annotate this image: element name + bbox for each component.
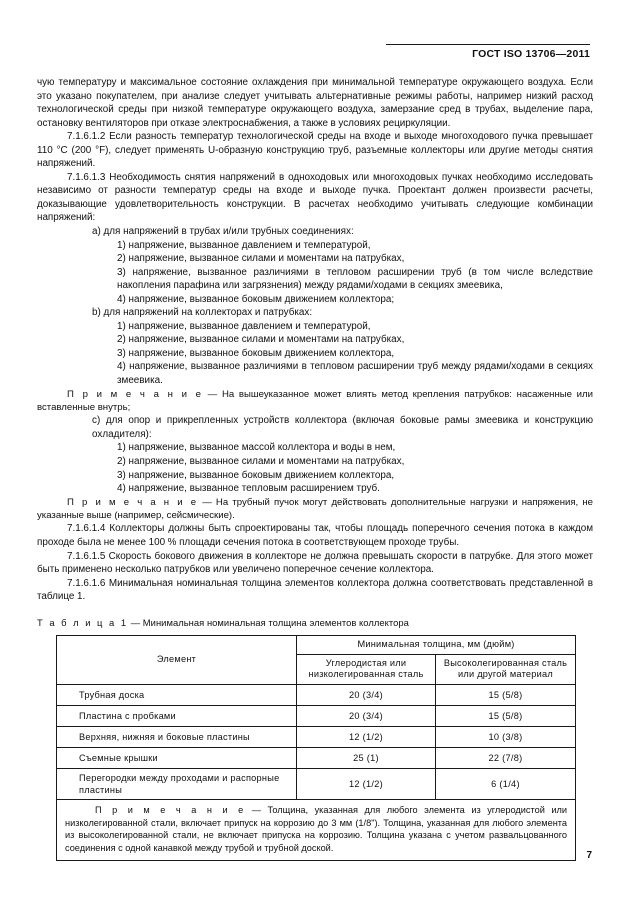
list-item-b-4: 4) напряжение, вызванное различиями в тепловом расширении труб между рядами/ходами в секциях змеевика. bbox=[117, 361, 593, 387]
th-group-thickness: Минимальная толщина, мм (дюйм) bbox=[297, 635, 576, 654]
cell-alloy: 10 (3/8) bbox=[436, 727, 576, 748]
clause-7-1-6-1-3: 7.1.6.1.3 Необходимость снятия напряжений в одноходовых или многоходовых пучках необходимо исследовать независимо от разности температур среды на входе и выходе пучка. Проектант должен произвести расчеты, доказывающие удовлетворительность конструкции. В расчетах необходимо учитывать следующие комбинации напряжений: bbox=[37, 171, 593, 224]
cell-alloy: 15 (5/8) bbox=[436, 706, 576, 727]
page-body bbox=[37, 76, 593, 861]
cell-alloy: 6 (1/4) bbox=[436, 769, 576, 800]
clause-7-1-6-1-5: 7.1.6.1.5 Скорость бокового движения в коллекторе не должна превышать скорости в патрубке. Для этого может быть применено несколько патрубков или увеличено поперечное сечение коллектора. bbox=[37, 550, 593, 576]
list-item-a-3: 3) напряжение, вызванное различиями в тепловом расширении труб (в том числе вследствие накопления парафина или загрязнения) между рядами/ходами в секциях змеевика, bbox=[117, 266, 593, 292]
note-2-text: — На трубный пучок могут действовать дополнительные нагрузки и напряжения, не указанные выше (например, сейсмические). bbox=[37, 496, 593, 522]
cell-carbon: 12 (1/2) bbox=[297, 769, 436, 800]
table-row bbox=[57, 727, 576, 748]
table-caption-label: Т а б л и ц а 1 bbox=[37, 616, 129, 628]
th-element: Элемент bbox=[57, 635, 297, 684]
table-footnote-row bbox=[57, 800, 576, 860]
note-2 bbox=[37, 496, 593, 523]
list-item-c: c) для опор и прикрепленных устройств коллектора (включая боковые рамы змеевика и конструкцию охладителя): bbox=[92, 415, 593, 440]
th-carbon-steel: Углеродистая или низколегированная сталь bbox=[297, 654, 436, 685]
table-head bbox=[57, 635, 576, 684]
list-item-b-1: 1) напряжение, вызванное давлением и температурой, bbox=[117, 320, 371, 332]
list-item-c-4: 4) напряжение, вызванное тепловым расширением труб. bbox=[117, 483, 380, 495]
clause-7-1-6-1-6: 7.1.6.1.6 Минимальная номинальная толщина элементов коллектора должна соответствовать представленной в таблице 1. bbox=[37, 577, 593, 603]
cell-alloy: 22 (7/8) bbox=[436, 748, 576, 769]
list-item-a: a) для напряжений в трубах и/или трубных соединениях: bbox=[92, 226, 354, 238]
table-footnote-label: П р и м е ч а н и е bbox=[95, 805, 246, 816]
note-2-label: П р и м е ч а н и е bbox=[67, 496, 199, 508]
cell-element: Верхняя, нижняя и боковые пластины bbox=[57, 727, 297, 748]
table-row bbox=[57, 706, 576, 727]
header-rule bbox=[386, 44, 590, 45]
cell-carbon: 25 (1) bbox=[297, 748, 436, 769]
list-item-b-2: 2) напряжение, вызванное силами и моментами на патрубках, bbox=[117, 334, 405, 346]
cell-element: Пластина с пробками bbox=[57, 706, 297, 727]
standard-designation: ГОСТ ISO 13706—2011 bbox=[472, 48, 590, 60]
cell-carbon: 20 (3/4) bbox=[297, 706, 436, 727]
running-header bbox=[386, 44, 590, 61]
table-footnote-text: — Толщина, указанная для любого элемента из углеродистой или низколегированной стали, включает припуск на коррозию до 3 мм (1/8"). Толщина, указанная для любого элемента из высоколегированной стали, не включает припуска на коррозию. Толщина указана с учетом развальцованного соединения с одной канавкой между трубой и трубной доской. bbox=[65, 805, 568, 853]
table-footnote bbox=[57, 800, 576, 860]
list-item-c-1: 1) напряжение, вызванное массой коллектора и воды в нем, bbox=[117, 442, 396, 454]
cell-alloy: 15 (5/8) bbox=[436, 685, 576, 706]
minimum-thickness-table bbox=[56, 635, 576, 861]
cell-element: Трубная доска bbox=[57, 685, 297, 706]
table-row bbox=[57, 748, 576, 769]
clause-7-1-6-1-2: 7.1.6.1.2 Если разность температур технологической среды на входе и выходе многоходового пучка превышает 110 °C (200 °F), следует применять U-образную конструкцию труб, разъемные коллекторы или другие методы снятия напряжений. bbox=[37, 131, 593, 170]
list-item-a-4: 4) напряжение, вызванное боковым движением коллектора; bbox=[117, 293, 395, 305]
cell-carbon: 20 (3/4) bbox=[297, 685, 436, 706]
table-row bbox=[57, 685, 576, 706]
paragraph-continuation: чую температуру и максимальное состояние охлаждения при минимальной температуре окружающего воздуха. Если это указано покупателем, при анализе следует учитывать альтернативные режимы работы, например низкий расход технологической среды при низкой температуре окружающего воздуха, замерзание сред в трубах, выделение пара, остановку вентиляторов при отказе электроснабжения, а также в условиях рециркуляции. bbox=[37, 77, 593, 129]
table-caption bbox=[37, 616, 593, 629]
list-item-a-1: 1) напряжение, вызванное давлением и температурой, bbox=[117, 239, 371, 251]
note-1 bbox=[37, 388, 593, 415]
cell-element: Перегородки между проходами и распорные пластины bbox=[57, 769, 297, 800]
cell-carbon: 12 (1/2) bbox=[297, 727, 436, 748]
table-header-row-1 bbox=[57, 635, 576, 654]
table-row bbox=[57, 769, 576, 800]
table-caption-text: — Минимальная номинальная толщина элементов коллектора bbox=[128, 616, 409, 628]
list-item-c-2: 2) напряжение, вызванное силами и моментами на патрубках, bbox=[117, 456, 405, 468]
page-number: 7 bbox=[586, 850, 592, 861]
th-alloy-steel: Высоколегированная сталь или другой материал bbox=[436, 654, 576, 685]
cell-element: Съемные крышки bbox=[57, 748, 297, 769]
note-1-label: П р и м е ч а н и е bbox=[67, 388, 203, 400]
list-item-c-3: 3) напряжение, вызванное боковым движением коллектора, bbox=[117, 469, 395, 481]
list-item-a-2: 2) напряжение, вызванное силами и моментами на патрубках, bbox=[117, 253, 405, 265]
table-body bbox=[57, 685, 576, 860]
list-item-b: b) для напряжений на коллекторах и патрубках: bbox=[92, 307, 313, 319]
clause-7-1-6-1-4: 7.1.6.1.4 Коллекторы должны быть спроектированы так, чтобы площадь поперечного сечения потока в каждом проходе была не менее 100 % площади сечения потока в соответствующем проходе трубы. bbox=[37, 523, 593, 549]
note-1-text: — На вышеуказанное может влиять метод крепления патрубков: насаженные или вставленные внутрь; bbox=[37, 388, 593, 413]
list-item-b-3: 3) напряжение, вызванное боковым движением коллектора, bbox=[117, 347, 395, 359]
